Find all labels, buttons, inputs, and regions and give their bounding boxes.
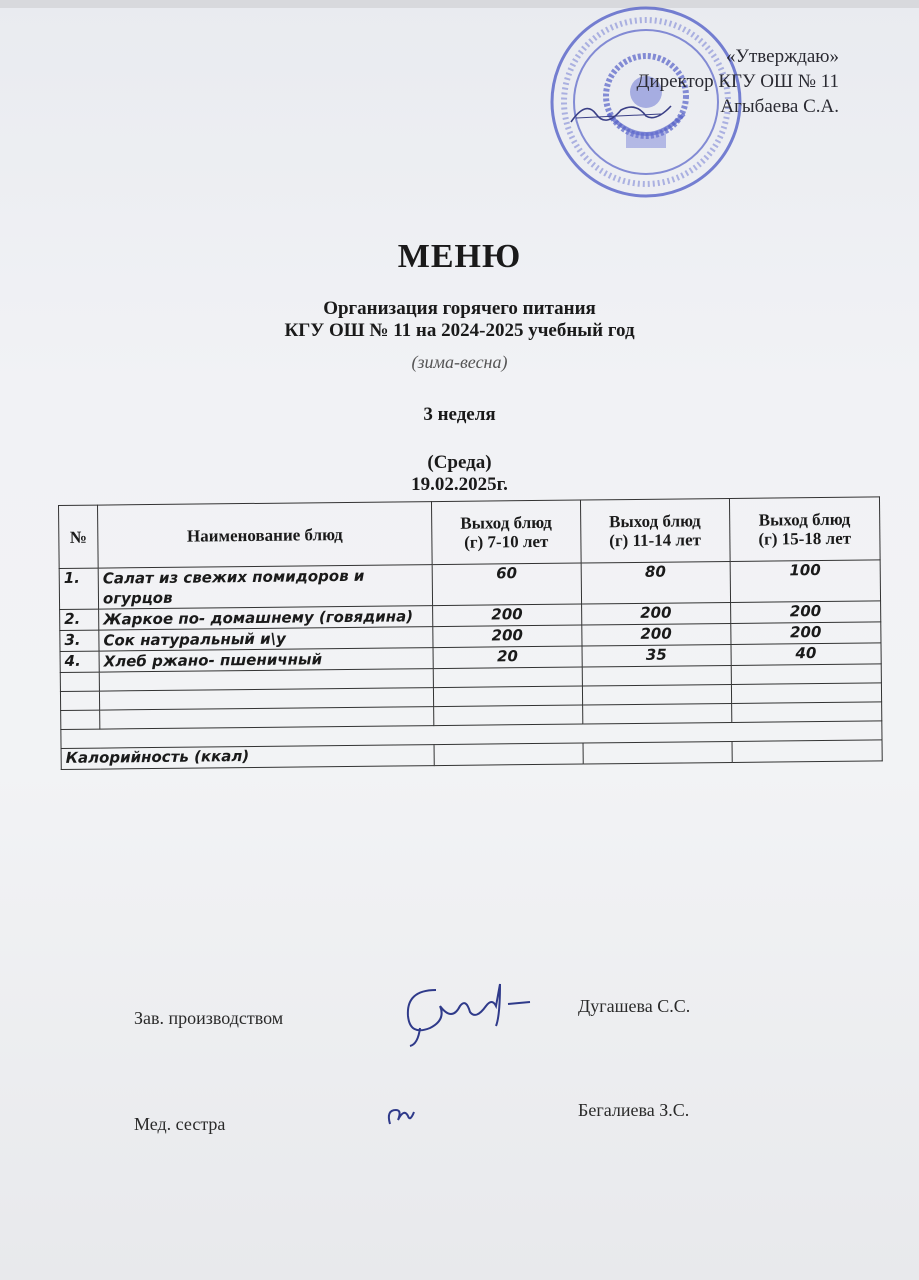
- dish-name: Сок натуральный и\у: [99, 627, 433, 651]
- dish-name: Салат из свежих помидоров и огурцов: [98, 565, 432, 609]
- role-nurse: Мед. сестра: [134, 1114, 226, 1134]
- dish-name: Жаркое по- домашнему (говядина): [99, 606, 433, 630]
- organization-line-2: КГУ ОШ № 11 на 2024-2025 учебный год: [284, 320, 635, 341]
- header-text: Выход блюд: [609, 511, 701, 532]
- dish-name: Хлеб ржано- пшеничный: [99, 648, 433, 672]
- date-label: 19.02.2025г.: [411, 474, 508, 495]
- calories-7-10: [434, 743, 583, 766]
- portion-7-10: 60: [432, 563, 581, 606]
- calories-15-18: [732, 740, 883, 763]
- page-title: МЕНЮ: [397, 238, 522, 275]
- organization-line-1: Организация горячего питания: [323, 298, 596, 319]
- nurse-name: Бегалиева З.С.: [578, 1100, 690, 1120]
- header-age-7-10: [431, 500, 580, 565]
- empty-cell: [60, 691, 99, 710]
- approval-title: «Утверждаю»: [726, 46, 839, 67]
- empty-cell: [582, 665, 731, 686]
- row-number: 1.: [59, 568, 98, 609]
- season-label: (зима-весна): [411, 352, 508, 372]
- header-text: Выход блюд: [758, 509, 851, 530]
- paper-top-edge: [0, 0, 919, 8]
- header-text: (г) 15-18 лет: [758, 528, 852, 549]
- portion-7-10: 200: [433, 604, 582, 627]
- empty-cell: [434, 705, 583, 726]
- header-num: №: [59, 505, 99, 568]
- portion-11-14: 80: [581, 561, 730, 604]
- empty-cell: [433, 667, 582, 688]
- header-dish: Наименование блюд: [98, 502, 433, 568]
- table-header-row: [59, 497, 881, 569]
- organization-heading: [0, 298, 919, 342]
- row-number: 3.: [60, 630, 99, 651]
- empty-cell: [731, 683, 882, 704]
- day-label: (Среда): [427, 452, 492, 473]
- empty-cell: [582, 703, 731, 724]
- day-date-block: [0, 452, 919, 496]
- portion-11-14: 35: [582, 644, 731, 667]
- row-number: 4.: [60, 651, 99, 672]
- row-number: 2.: [60, 609, 99, 630]
- empty-cell: [61, 710, 100, 729]
- empty-cell: [60, 672, 99, 691]
- header-age-11-14: [580, 498, 730, 563]
- portion-15-18: 200: [730, 622, 881, 645]
- header-age-15-18: [729, 497, 880, 562]
- approval-name: Агыбаева С.А.: [720, 96, 839, 117]
- empty-cell: [731, 664, 882, 685]
- calories-label: Калорийность (ккал): [61, 745, 434, 770]
- header-text: Выход блюд: [460, 512, 552, 533]
- menu-table: [58, 496, 883, 770]
- portion-7-10: 200: [433, 625, 582, 648]
- empty-cell: [582, 684, 731, 705]
- portion-11-14: 200: [582, 623, 731, 646]
- production-head-signature-icon: [396, 976, 536, 1050]
- portion-15-18: 200: [730, 601, 881, 624]
- production-head-name: Дугашева С.С.: [578, 996, 691, 1016]
- role-production-head: Зав. производством: [134, 1008, 284, 1028]
- portion-11-14: 200: [581, 602, 730, 625]
- empty-cell: [433, 686, 582, 707]
- approval-position: Директор КГУ ОШ № 11: [636, 71, 839, 92]
- portion-15-18: 40: [731, 643, 882, 666]
- calories-11-14: [583, 741, 732, 764]
- director-signature-icon: [566, 92, 676, 132]
- portion-15-18: 100: [730, 560, 881, 603]
- header-text: (г) 7-10 лет: [464, 531, 549, 552]
- week-label: 3 неделя: [423, 404, 496, 425]
- nurse-signature-icon: [384, 1104, 418, 1130]
- portion-7-10: 20: [433, 646, 582, 669]
- empty-cell: [731, 702, 882, 723]
- header-text: (г) 11-14 лет: [609, 530, 702, 551]
